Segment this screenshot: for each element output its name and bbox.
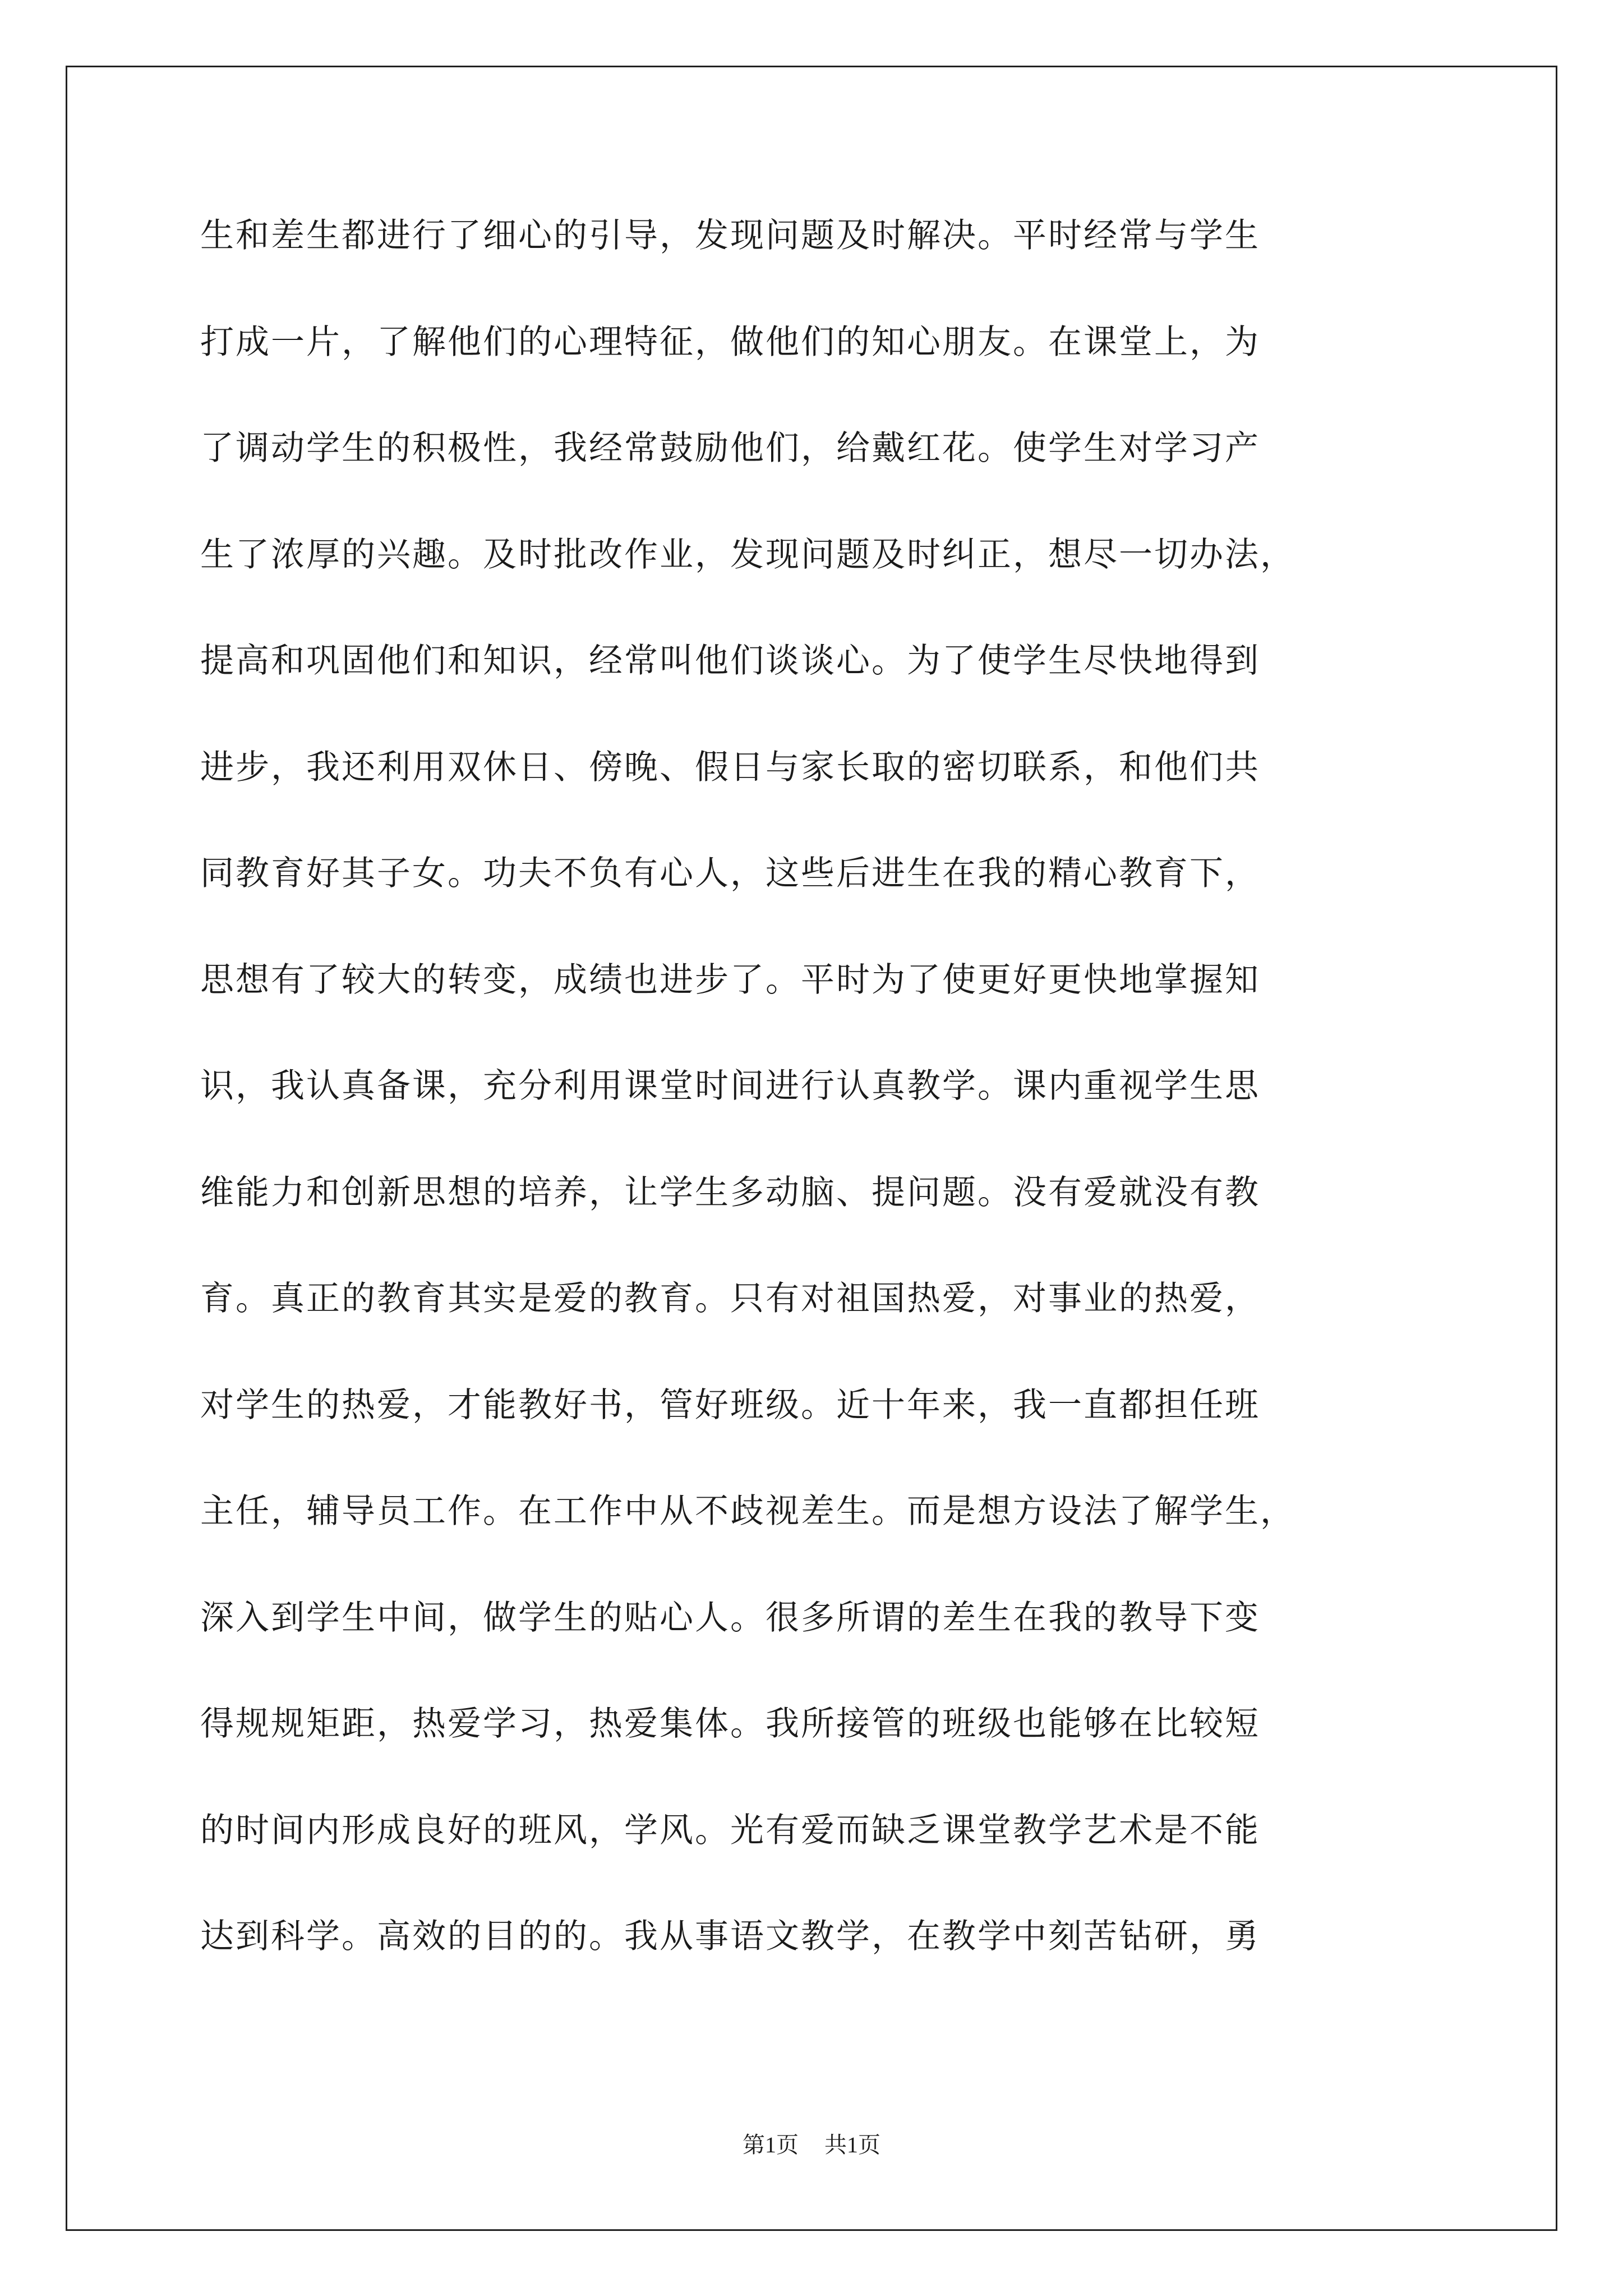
- text-line: 生了浓厚的兴趣。及时批改作业，发现问题及时纠正，想尽一切办法，: [200, 535, 1295, 574]
- text-line: 育。真正的教育其实是爱的教育。只有对祖国热爱，对事业的热爱，: [200, 1279, 1260, 1318]
- document-body: [200, 216, 1456, 2026]
- text-line: 的时间内形成良好的班风，学风。光有爱而缺乏课堂教学艺术是不能: [200, 1810, 1260, 1850]
- text-line: 达到科学。高效的目的的。我从事语文教学，在教学中刻苦钻研，勇: [200, 1917, 1260, 1956]
- text-line: 生和差生都进行了细心的引导，发现问题及时解决。平时经常与学生: [200, 216, 1260, 255]
- text-line: 深入到学生中间，做学生的贴心人。很多所谓的差生在我的教导下变: [200, 1598, 1260, 1637]
- text-line: 思想有了较大的转变，成绩也进步了。平时为了使更好更快地掌握知: [200, 960, 1260, 1000]
- text-line: 打成一片，了解他们的心理特征，做他们的知心朋友。在课堂上，为: [200, 322, 1260, 362]
- page-total: 共1页: [824, 2132, 880, 2157]
- page-number: 第1页: [743, 2132, 799, 2157]
- text-line: 进步，我还利用双休日、傍晚、假日与家长取的密切联系，和他们共: [200, 747, 1260, 787]
- text-line: 同教育好其子女。功夫不负有心人，这些后进生在我的精心教育下，: [200, 854, 1260, 893]
- text-line: 了调动学生的积极性，我经常鼓励他们，给戴红花。使学生对学习产: [200, 429, 1260, 468]
- text-line: 得规规矩距，热爱学习，热爱集体。我所接管的班级也能够在比较短: [200, 1704, 1260, 1743]
- text-line: 对学生的热爱，才能教好书，管好班级。近十年来，我一直都担任班: [200, 1385, 1260, 1425]
- text-line: 识，我认真备课，充分利用课堂时间进行认真教学。课内重视学生思: [200, 1066, 1260, 1106]
- text-line: 主任，辅导员工作。在工作中从不歧视差生。而是想方设法了解学生，: [200, 1492, 1295, 1531]
- text-line: 提高和巩固他们和知识，经常叫他们谈谈心。为了使学生尽快地得到: [200, 641, 1260, 680]
- page-footer: [0, 2127, 1623, 2159]
- text-line: 维能力和创新思想的培养，让学生多动脑、提问题。没有爱就没有教: [200, 1172, 1260, 1212]
